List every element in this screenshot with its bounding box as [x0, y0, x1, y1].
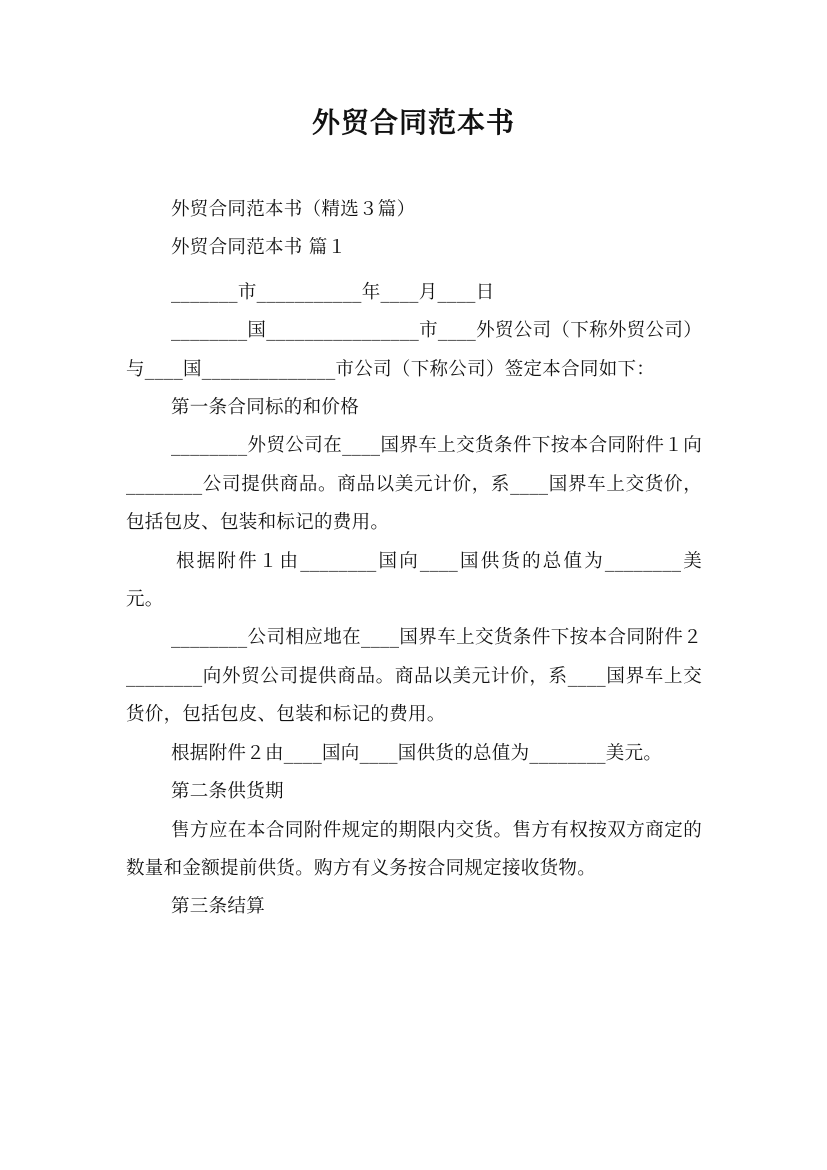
- paragraph-article-1-a: ________外贸公司在____国界车上交货条件下按本合同附件１向________公司提供商品。商品以美元计价，系____国界车上交货价，包括包皮、包装和标记的费用。: [126, 435, 702, 534]
- document-title: 外贸合同范本书: [311, 106, 515, 139]
- article-heading-1: 第一条合同标的和价格: [171, 397, 360, 419]
- article-heading-3: 第三条结算: [171, 896, 266, 918]
- paragraph-article-1-b: 根据附件１由________国向____国供货的总值为________美元。: [126, 550, 702, 611]
- paragraph-article-1-d: 根据附件２由____国向____国供货的总值为________美元。: [171, 742, 663, 764]
- paragraph-article-2: 售方应在本合同附件规定的期限内交货。售方有权按双方商定的数量和金额提前供货。购方有义务按合同规定接收货物。: [126, 819, 702, 879]
- paragraph-article-1-c: ________公司相应地在____国界车上交货条件下按本合同附件２________向外贸公司提供商品。商品以美元计价，系____国界车上交货价，包括包皮、包装和标记的费用。: [126, 627, 702, 726]
- document-body: [126, 191, 702, 927]
- article-heading-2: 第二条供货期: [171, 781, 284, 803]
- paragraph-parties: ________国________________市____外贸公司（下称外贸公司）与____国______________市公司（下称公司）签定本合同如下：: [126, 320, 702, 380]
- section-heading: 外贸合同范本书 篇１: [171, 237, 347, 259]
- subtitle: 外贸合同范本书（精选３篇）: [171, 199, 416, 220]
- date-line: _______市___________年____月____日: [171, 281, 495, 303]
